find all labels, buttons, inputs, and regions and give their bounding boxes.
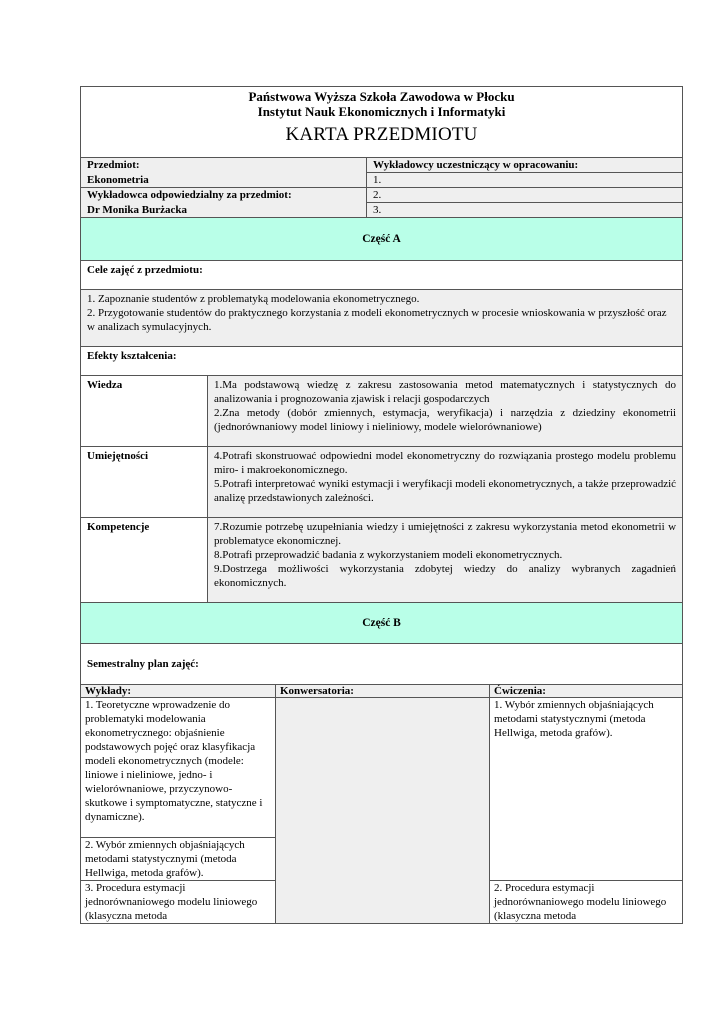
subject-value: Ekonometria <box>81 173 367 188</box>
exercises-column-header: Ćwiczenia: <box>490 685 683 698</box>
outcome-item: 7.Rozumie potrzebę uzupełniania wiedzy i umiejętności z zakresu wykorzystania metod ekonometrii w problematyce ekonomicznej. <box>214 521 677 547</box>
course-card-document <box>80 86 682 924</box>
course-info-row-2 <box>81 173 683 188</box>
lecturer-label: Wykładowca odpowiedzialny za przedmiot: <box>81 188 367 203</box>
header-row <box>81 87 683 158</box>
part-b-banner-row <box>81 603 683 644</box>
contributor-2: 2. <box>367 188 683 203</box>
semester-plan-table <box>80 684 683 924</box>
outcome-item: 4.Potrafi skonstruować odpowiedni model ekonometryczny do rozwiązania prostego modelu problemu miro- i makroekonomicznego. <box>214 450 677 476</box>
institute-name: Instytut Nauk Ekonomicznych i Informatyki <box>257 104 506 119</box>
outcome-row-knowledge <box>81 376 683 447</box>
plan-label-row <box>81 644 683 685</box>
outcome-item: 2.Zna metody (dobór zmiennych, estymacja, weryfikacja) i narzędzia z dziedziny ekonometrii (jednorównaniowy model liniowy i nieliniowy, modele wielorównaniowe) <box>214 407 677 433</box>
document-title: KARTA PRZEDMIOTU <box>285 124 478 145</box>
lectures-column-header: Wykłady: <box>81 685 276 698</box>
outcome-row-skills <box>81 447 683 518</box>
part-a-label: Część A <box>81 218 683 261</box>
outcome-item: 9.Dostrzega możliwości wykorzystania zdobytej wiedzy do analizy wybranych zagadnień ekonomicznych. <box>214 563 677 589</box>
plan-header-row <box>81 685 683 698</box>
course-info-row-1 <box>81 158 683 173</box>
exercise-item: 2. Procedura estymacji jednorównaniowego modelu liniowego (klasyczna metoda <box>490 881 683 924</box>
goals-cell <box>81 290 683 347</box>
outcome-item: 8.Potrafi przeprowadzić badania z wykorzystaniem modeli ekonometrycznych. <box>214 549 563 561</box>
conversatoria-cell <box>276 698 490 924</box>
lecture-item: 3. Procedura estymacji jednorównaniowego modelu liniowego (klasyczna metoda <box>81 881 276 924</box>
subject-label: Przedmiot: <box>81 158 367 173</box>
lecturer-value: Dr Monika Burżacka <box>81 203 367 218</box>
outcome-items <box>208 518 683 603</box>
outcome-category: Wiedza <box>81 376 208 447</box>
course-info-row-3 <box>81 188 683 203</box>
outcome-row-competences <box>81 518 683 603</box>
plan-label: Semestralny plan zajęć: <box>81 644 683 685</box>
outcome-category: Umiejętności <box>81 447 208 518</box>
contributors-label: Wykładowcy uczestniczący w opracowaniu: <box>367 158 683 173</box>
outcome-item: 1.Ma podstawową wiedzę z zakresu zastosowania metod matematycznych i statystycznych do analizowania i prognozowania zjawisk i relacji gospodarczych <box>214 379 677 405</box>
goals-label: Cele zajęć z przedmiotu: <box>81 261 683 290</box>
course-card-table <box>80 86 683 685</box>
goal-item: 1. Zapoznanie studentów z problematyką modelowania ekonometrycznego. <box>87 293 420 305</box>
exercise-item: 1. Wybór zmiennych objaśniających metodami statystycznymi (metoda Hellwiga, metoda grafów). <box>490 698 683 881</box>
course-info-row-4 <box>81 203 683 218</box>
lecture-item: 1. Teoretyczne wprowadzenie do problematyki modelowania ekonometrycznego: objaśnienie podstawowych pojęć oraz klasyfikacja modeli ekonometrycznych (modele: liniowe i nieliniowe, jedno- i wielorównaniowe, przyczynowo-skutkowe i symptomatyczne, statyczne i dynamiczne). <box>81 698 276 838</box>
institution-name: Państwowa Wyższa Szkoła Zawodowa w Płocku <box>248 89 515 104</box>
outcome-items <box>208 447 683 518</box>
header-cell <box>81 87 683 158</box>
conversatoria-column-header: Konwersatoria: <box>276 685 490 698</box>
lecture-item: 2. Wybór zmiennych objaśniających metodami statystycznymi (metoda Hellwiga, metoda grafów). <box>81 838 276 881</box>
outcome-items <box>208 376 683 447</box>
contributor-3: 3. <box>367 203 683 218</box>
outcome-item: 5.Potrafi interpretować wyniki estymacji i weryfikacji modeli ekonometrycznych, a także przeprowadzić analizę przedstawionych zależności. <box>214 478 677 504</box>
goals-row <box>81 290 683 347</box>
plan-row-1 <box>81 698 683 838</box>
outcomes-label: Efekty kształcenia: <box>81 347 683 376</box>
part-a-banner-row <box>81 218 683 261</box>
part-b-label: Część B <box>81 603 683 644</box>
outcome-category: Kompetencje <box>81 518 208 603</box>
goal-item: 2. Przygotowanie studentów do praktycznego korzystania z modeli ekonometrycznych w procesie wnioskowania w przyszłość oraz w analizach symulacyjnych. <box>87 307 667 333</box>
contributor-1: 1. <box>367 173 683 188</box>
outcomes-label-row <box>81 347 683 376</box>
goals-label-row <box>81 261 683 290</box>
